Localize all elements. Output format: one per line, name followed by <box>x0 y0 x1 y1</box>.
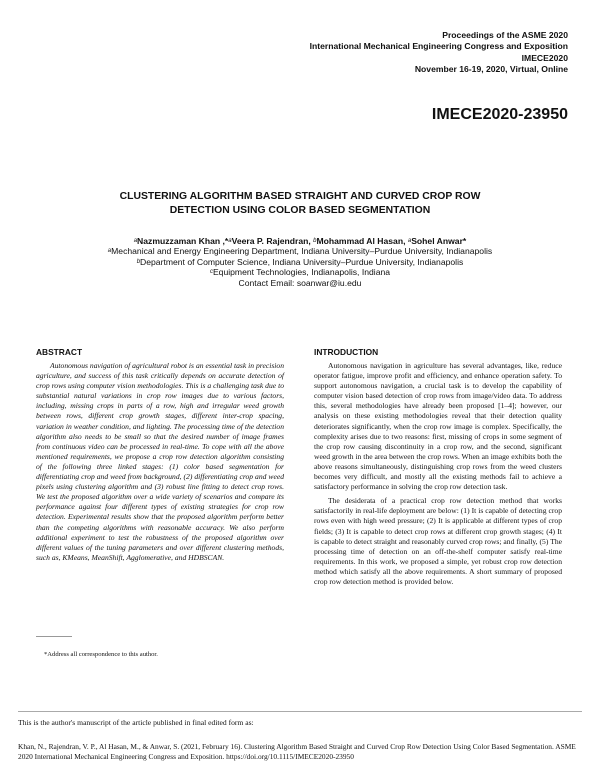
author-superscript: a <box>228 238 232 244</box>
header-line: November 16-19, 2020, Virtual, Online <box>414 63 568 74</box>
affiliation-superscript: b <box>136 258 141 265</box>
author-name: Nazmuzzaman Khan ,* <box>137 236 229 246</box>
header-line: International Mechanical Engineering Congress and Exposition <box>309 41 568 52</box>
header-line: Proceedings of the ASME 2020 <box>442 30 568 40</box>
abstract-column <box>36 347 284 563</box>
authors-block <box>60 236 540 288</box>
introduction-heading: INTRODUCTION <box>314 347 379 357</box>
affiliation-text: Mechanical and Energy Engineering Department, Indiana University–Purdue University, Indianapolis <box>111 246 493 257</box>
author-list <box>60 236 540 246</box>
affiliation-superscript: a <box>107 248 112 255</box>
manuscript-note: This is the author's manuscript of the article published in final edited form as: <box>18 718 254 727</box>
abstract-text: Autonomous navigation of agricultural robot is an essential task in precision agriculture, and success of this task critically depends on accurate detection of crop rows using computer vision methodologies. This is a challenging task due to substantial natural variations in crop row images due to various factors, including, missing crops in parts of a row, high and irregular weed growth between rows, different crop growth stages, different inter-crop spacing, variation in weather condition, and lighting. The processing time of the detection algorithm also needs to be small so that the desired number of image frames from continuous video can be processed in real-time. To cope with all the above mentioned requirements, we propose a crop row detection algorithm consisting of the following three linked stages: (1) color based segmentation for differentiating crop and weed from background, (2) differentiating crop and weed pixels using clustering algorithm and (3) robust line fitting to detect crop rows. We test the proposed algorithm over a wide variety of scenarios and compare its performance against four different types of existing strategies for crop row detection. Experimental results show that the proposed algorithm perform better than the competing algorithms with reasonable accuracy. We also perform additional experiment to test the robustness of the proposed algorithm over different values of the tuning parameters and over different clustering methods, such as, KMeans, MeanShift, Agglomerative, and HDBSCAN. <box>36 361 284 562</box>
author-name: Veera P. Rajendran, <box>231 236 314 246</box>
affiliation <box>60 246 540 256</box>
page-divider <box>18 711 582 712</box>
footnote: *Address all correspondence to this author. <box>44 651 158 658</box>
contact-email: Contact Email: soanwar@iu.edu <box>238 277 362 288</box>
abstract-heading: ABSTRACT <box>36 347 83 357</box>
header-line: IMECE2020 <box>521 52 568 63</box>
citation: Khan, N., Rajendran, V. P., Al Hasan, M., & Anwar, S. (2021, February 16). Clustering Algorithm Based Straight and Curved Crop Row Detection Using Color Based Segmentation. ASME 2020 International Mechanical Engineering Congress and Exposition. https://doi.org/10.1115/IMECE2020-23950 <box>18 742 576 761</box>
paper-id: IMECE2020-23950 <box>431 106 568 123</box>
introduction-paragraph: Autonomous navigation in agriculture has several advantages, like, reduce operator fatigue, improve profit and efficiency, and enhance operation safety. To support autonomous navigation, a crucial task is to develop the capability of computer vision based detection of crop rows from image/video data. To address this, several methodologies have already been proposed [1–4]; however, our analysis on these existing methodologies reveal that their detection quality deteriorates significantly, when the crop row image is complex. Specifically, the complexity arises due to two reasons: first, missing of crops in some segment of the crop row causing discontinuity in a crop row, and the second, significant weed growth in the area between the crop rows. When an image exhibits both the above reasons simultaneously, distinguishing crop rows from the weed clusters becomes very difficult, and mostly all the existing methods fail to achieve a satisfactory performance in solving the crop row detection task. <box>314 361 562 492</box>
affiliation-text: Department of Computer Science, Indiana University–Purdue University, Indianapolis <box>140 256 464 267</box>
author-superscript: a <box>407 238 412 244</box>
paper-title <box>80 190 520 217</box>
footnote-divider <box>36 636 72 637</box>
title-line: CLUSTERING ALGORITHM BASED STRAIGHT AND CURVED CROP ROW <box>119 191 481 202</box>
introduction-column <box>314 347 562 591</box>
author-name: Sohel Anwar* <box>411 236 467 246</box>
affiliation-text: Equipment Technologies, Indianapolis, Indiana <box>212 267 391 278</box>
affiliation <box>60 267 540 277</box>
author-superscript: b <box>313 238 317 244</box>
introduction-paragraph: The desiderata of a practical crop row detection method that works satisfactorily in real-life deployment are below: (1) It is capable of detecting crop rows even with high weed pressure; (2) It is applicable at different types of crop fields; (3) It is capable to detect crop rows at different crop growth stages; (4) It is capable to detect straight and reasonably curved crop rows; and finally, (5) The processing time of detection on an off-the-shelf computer satisfy real-time requirements. In this work, we proposed a simple, yet robust crop row detection method which satisfy all the above requirements. A short summary of proposed crop row detection method is provided below. <box>314 496 562 586</box>
affiliation <box>60 257 540 267</box>
proceedings-header <box>208 30 568 75</box>
affiliation-superscript: c <box>209 269 213 276</box>
author-superscript: a <box>133 238 138 244</box>
author-name: Mohammad Al Hasan, <box>316 236 408 246</box>
title-line: DETECTION USING COLOR BASED SEGMENTATION <box>169 204 431 216</box>
